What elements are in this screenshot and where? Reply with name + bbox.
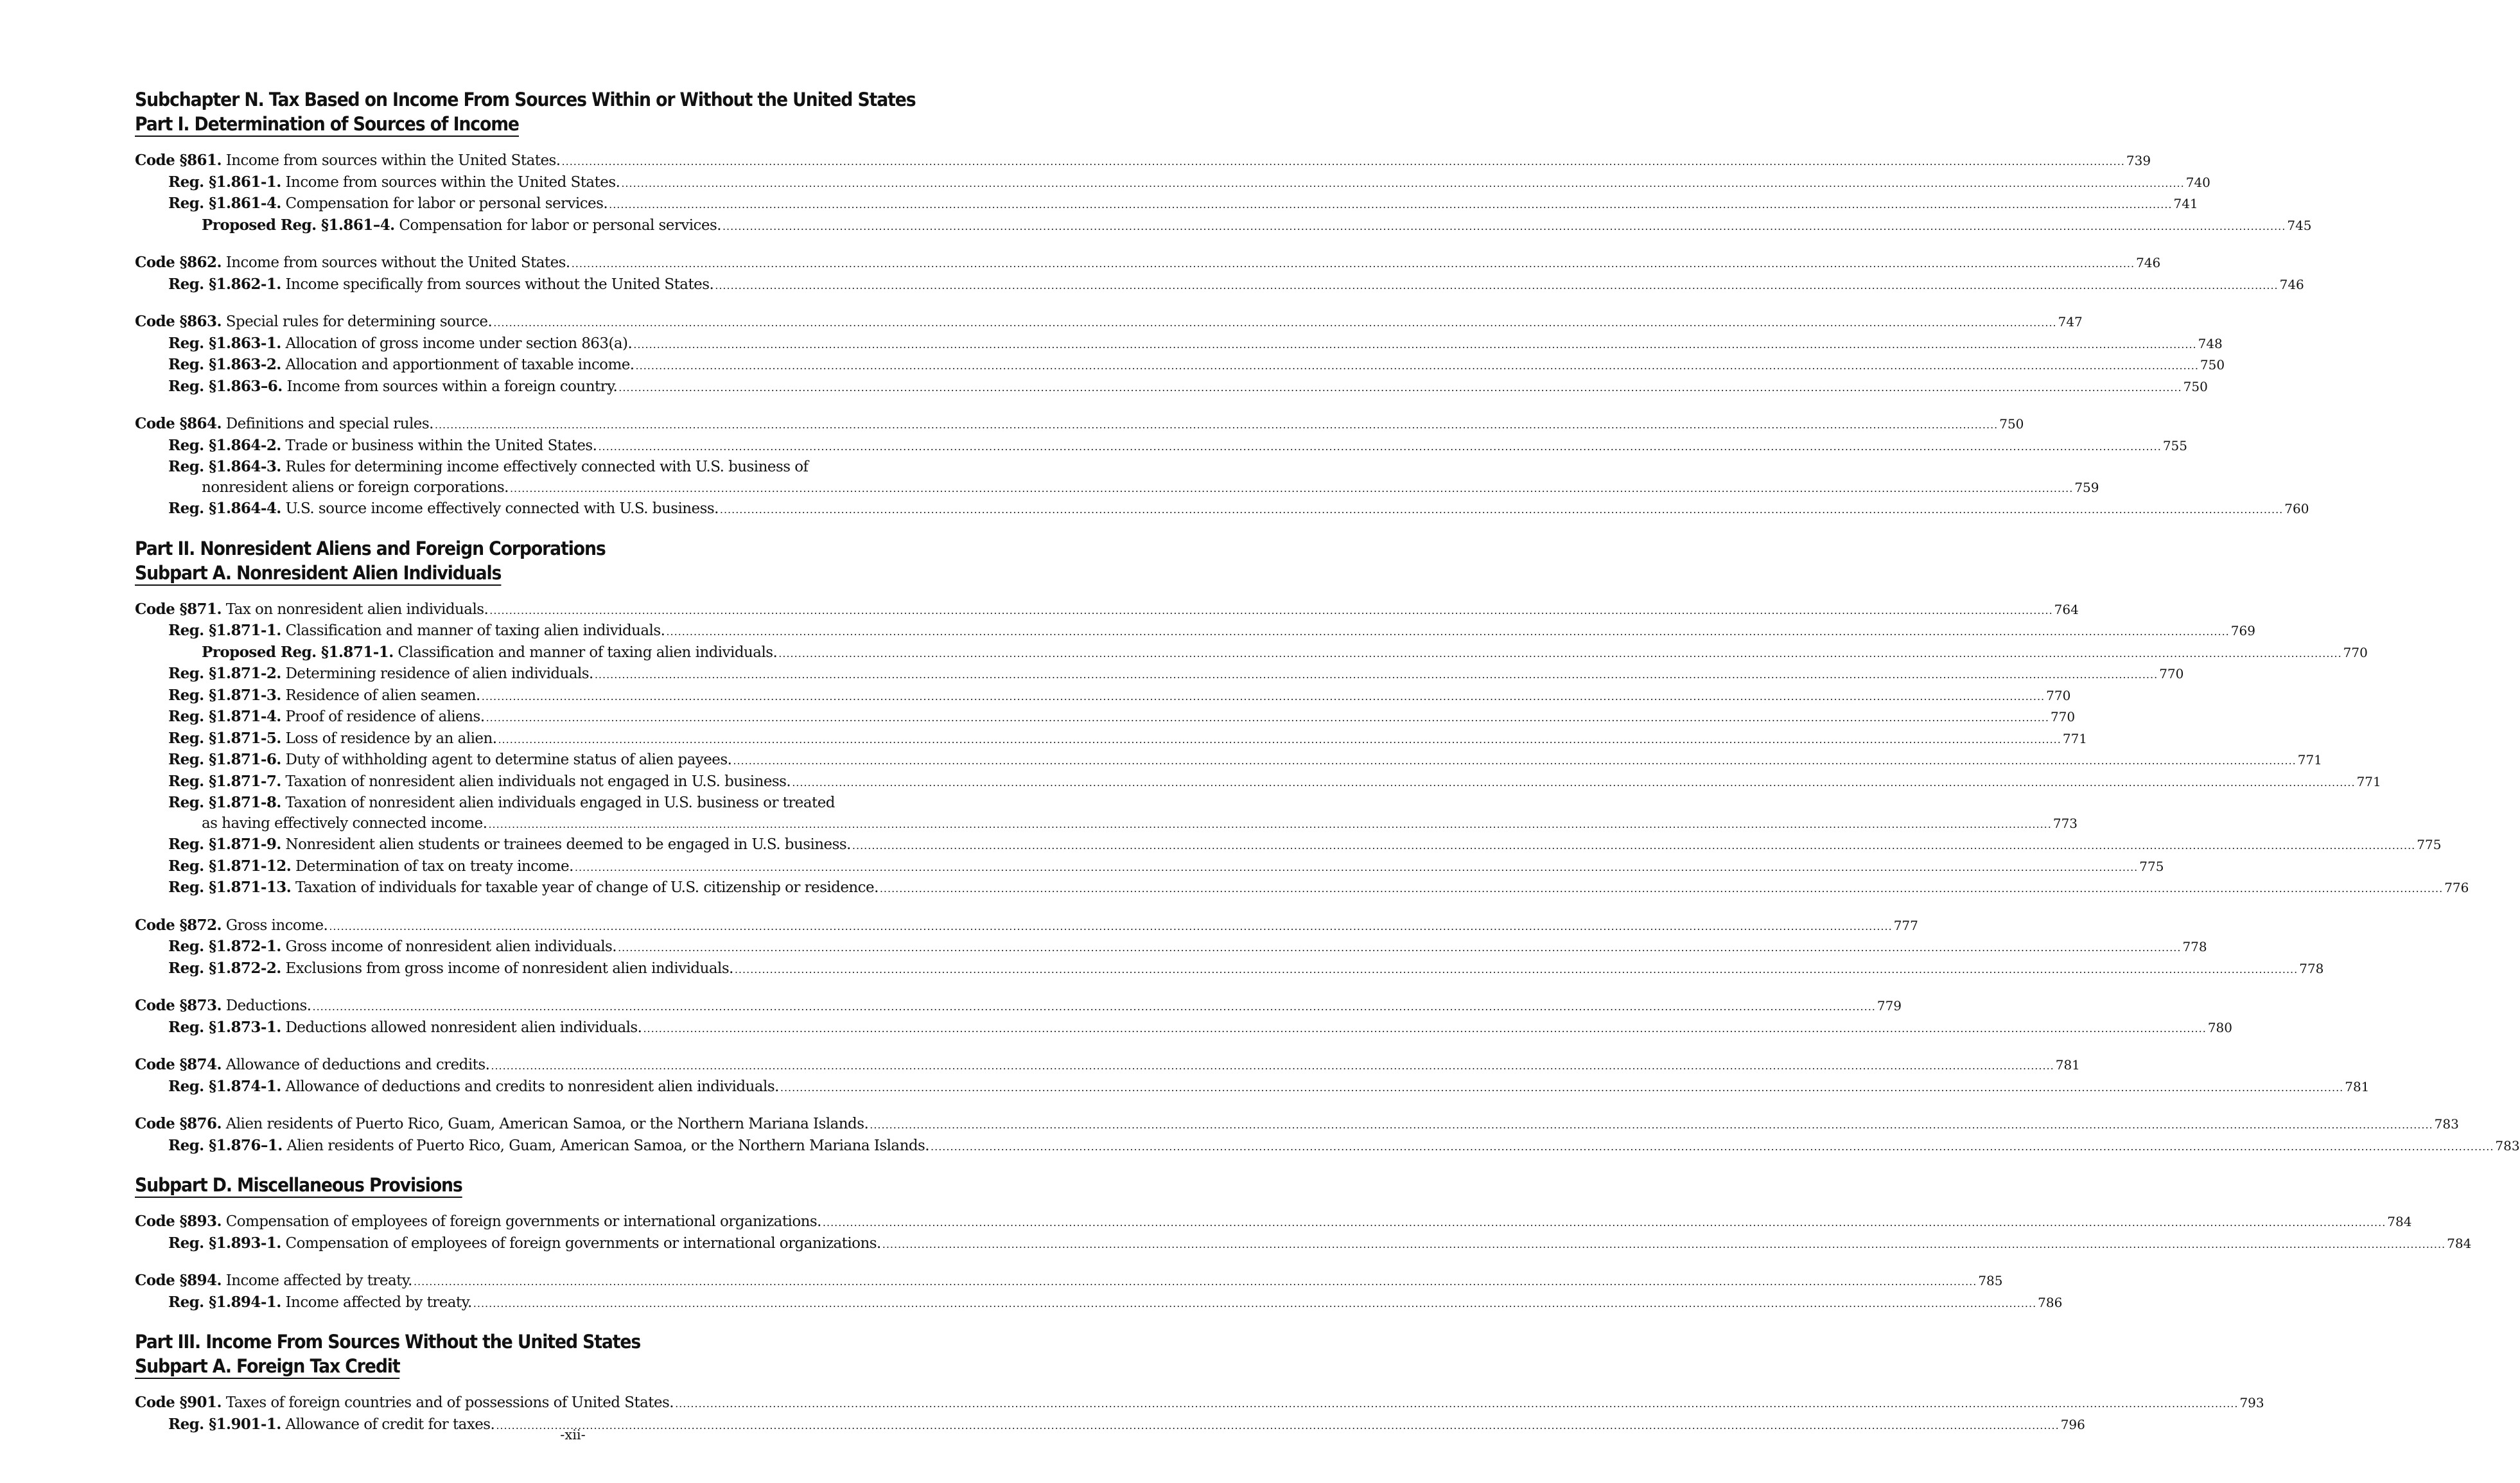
toc-entry (135, 1017, 2232, 1039)
entry-title: Taxation of nonresident alien individuals engaged in U.S. business or treated (285, 794, 835, 811)
entry-title: Allocation and apportionment of taxable income. (285, 356, 634, 373)
dot-leader: ................................................................................................................................................................................................................................................................................................................................................................................................................ (473, 1297, 2037, 1310)
page-ref: 770 (2159, 666, 2184, 681)
entry-text (168, 771, 791, 793)
page-ref: 755 (2162, 437, 2187, 453)
dot-leader: ................................................................................................................................................................................................................................................................................................................................................................................................................ (486, 712, 2049, 724)
entry-title: Allowance of deductions and credits to nonresident alien individuals. (285, 1078, 779, 1095)
entry-label: Reg. §1.871-1. (168, 622, 281, 639)
entry-label: Code §874. (135, 1056, 222, 1073)
section-heading (135, 1173, 928, 1197)
entry-text (135, 1114, 868, 1135)
entry-text (135, 915, 328, 936)
entry-label: Reg. §1.876–1. (168, 1136, 283, 1154)
entry-label: Reg. §1.871-13. (168, 879, 292, 896)
page-ref: 785 (1978, 1273, 2003, 1288)
section-heading-text: Subchapter N. Tax Based on Income From Sources Within or Without the United States (135, 89, 916, 110)
page-ref: 740 (2185, 174, 2210, 190)
heading-group (135, 87, 997, 136)
toc-entry (135, 599, 2079, 621)
dot-leader: ................................................................................................................................................................................................................................................................................................................................................................................................................ (609, 198, 2173, 211)
section-heading-text: Subpart D. Miscellaneous Provisions (135, 1174, 462, 1198)
entry-title: Alien residents of Puerto Rico, Guam, American Samoa, or the Northern Mariana Islands. (286, 1137, 930, 1154)
heading-group (135, 1173, 997, 1197)
dot-leader: ................................................................................................................................................................................................................................................................................................................................................................................................................ (733, 755, 2297, 767)
entry-title: Deductions allowed nonresident alien individuals. (285, 1019, 642, 1036)
entry-title: Alien residents of Puerto Rico, Guam, American Samoa, or the Northern Mariana Islands. (225, 1116, 869, 1132)
dot-leader: ................................................................................................................................................................................................................................................................................................................................................................................................................ (491, 1060, 2054, 1072)
dot-leader: ................................................................................................................................................................................................................................................................................................................................................................................................................ (493, 317, 2057, 329)
dot-leader: ................................................................................................................................................................................................................................................................................................................................................................................................................ (498, 733, 2061, 746)
toc-entry (135, 685, 2071, 707)
toc-entry-line (135, 793, 997, 814)
section-heading-text: Part III. Income From Sources Without the United States (135, 1331, 641, 1353)
entry-text (135, 252, 570, 274)
toc-section (135, 1211, 2472, 1254)
dot-leader: ................................................................................................................................................................................................................................................................................................................................................................................................................ (481, 690, 2045, 703)
dot-leader: ................................................................................................................................................................................................................................................................................................................................................................................................................ (574, 861, 2139, 873)
page-ref: 777 (1893, 917, 1918, 933)
page-ref: 784 (2387, 1214, 2412, 1229)
page-ref: 764 (2054, 601, 2079, 617)
entry-label: Code §872. (135, 916, 222, 934)
entry-text (168, 333, 632, 355)
entry-text (168, 1017, 642, 1039)
entry-label: Reg. §1.863–6. (168, 377, 283, 395)
toc-entry (135, 414, 2024, 435)
entry-title: Nonresident alien students or trainees deemed to be engaged in U.S. business. (285, 836, 851, 853)
dot-leader: ................................................................................................................................................................................................................................................................................................................................................................................................................ (931, 1140, 2494, 1153)
section-heading (135, 87, 928, 112)
entry-text (168, 706, 485, 728)
toc-section (135, 414, 2309, 520)
toc-section (135, 1114, 2520, 1157)
toc-entry (135, 150, 2151, 172)
entry-title: Income specifically from sources without the United States. (285, 276, 714, 293)
page-number: -xii- (560, 1427, 586, 1443)
dot-leader: ................................................................................................................................................................................................................................................................................................................................................................................................................ (643, 1022, 2207, 1035)
toc-entry (135, 620, 2255, 642)
entry-text (168, 1233, 881, 1254)
toc-entry (135, 1392, 2264, 1414)
entry-label: Reg. §1.872-2. (168, 959, 281, 977)
toc-entry (135, 1055, 2080, 1076)
dot-leader: ................................................................................................................................................................................................................................................................................................................................................................................................................ (312, 1001, 1876, 1013)
entry-text (135, 1055, 489, 1076)
entry-label: Code §894. (135, 1272, 222, 1289)
entry-label: Code §864. (135, 415, 222, 432)
table-of-contents (135, 87, 2520, 1452)
toc-section (135, 915, 2324, 980)
entry-text (135, 1211, 821, 1233)
entry-title: Compensation of employees of foreign governments or international organizations. (285, 1234, 881, 1252)
page-ref: 779 (1877, 998, 1902, 1014)
entry-label: Reg. §1.901-1. (168, 1415, 281, 1433)
entry-title: Definitions and special rules. (225, 416, 433, 432)
toc-entry (135, 958, 2324, 980)
toc-entry (135, 856, 2164, 878)
toc-entry (135, 771, 2381, 793)
toc-entry (135, 274, 2304, 296)
entry-label: Code §861. (135, 152, 222, 169)
entry-title: Trade or business within the United States. (285, 437, 597, 454)
entry-title: Deductions. (225, 997, 311, 1014)
dot-leader: ................................................................................................................................................................................................................................................................................................................................................................................................................ (882, 1238, 2446, 1250)
entry-label: Reg. §1.871-9. (168, 836, 281, 853)
toc-entry (135, 333, 2223, 355)
page-ref: 784 (2447, 1235, 2472, 1251)
section-heading-text: Part I. Determination of Sources of Income (135, 113, 519, 137)
entry-label: Reg. §1.864-3. (168, 458, 281, 475)
entry-label: Reg. §1.871-6. (168, 751, 281, 768)
dot-leader: ................................................................................................................................................................................................................................................................................................................................................................................................................ (852, 839, 2416, 852)
section-heading-text: Part II. Nonresident Aliens and Foreign Corporations (135, 537, 606, 559)
entry-title: Allocation of gross income under section 863(a). (285, 335, 633, 352)
entry-label: Reg. §1.864-2. (168, 436, 281, 454)
entry-title: Classification and manner of taxing alien individuals. (398, 644, 778, 661)
heading-group (135, 536, 997, 585)
entry-text (168, 193, 608, 215)
entry-text (168, 834, 851, 856)
entry-title: Income from sources within the United States. (285, 173, 620, 191)
section-heading (135, 536, 928, 561)
entry-text (168, 1076, 779, 1098)
entry-label: Reg. §1.894-1. (168, 1293, 281, 1311)
section-heading (135, 1329, 928, 1354)
page-ref: 778 (2299, 960, 2324, 976)
dot-leader: ................................................................................................................................................................................................................................................................................................................................................................................................................ (509, 482, 2074, 495)
toc-entry (135, 706, 2076, 728)
toc-entry (135, 1292, 2063, 1314)
entry-label: Reg. §1.861-1. (168, 173, 281, 191)
dot-leader: ................................................................................................................................................................................................................................................................................................................................................................................................................ (675, 1398, 2239, 1410)
entry-title: Classification and manner of taxing alien individuals. (285, 622, 665, 639)
entry-text (135, 1392, 674, 1414)
entry-label: Reg. §1.864-4. (168, 500, 281, 517)
toc-entry (135, 435, 2187, 457)
entry-label: Code §863. (135, 313, 222, 330)
toc-section (135, 1270, 2063, 1313)
toc-entry (135, 642, 2368, 664)
entry-title: Taxation of nonresident alien individuals not engaged in U.S. business. (285, 773, 791, 790)
entry-text (168, 1292, 472, 1313)
toc-section (135, 252, 2304, 295)
page-ref: 781 (2055, 1057, 2080, 1073)
toc-entry (135, 750, 2322, 771)
dot-leader: ................................................................................................................................................................................................................................................................................................................................................................................................................ (329, 920, 1893, 933)
entry-label: Reg. §1.873-1. (168, 1018, 281, 1036)
toc-entry (135, 1076, 2370, 1098)
dot-leader: ................................................................................................................................................................................................................................................................................................................................................................................................................ (715, 279, 2279, 292)
entry-title: Income from sources within the United States. (225, 152, 561, 169)
toc-section (135, 1055, 2370, 1098)
entry-label: Proposed Reg. §1.871-1. (202, 643, 394, 661)
toc-section (135, 150, 2312, 236)
dot-leader: ................................................................................................................................................................................................................................................................................................................................................................................................................ (780, 1081, 2344, 1094)
entry-label: Code §862. (135, 254, 222, 271)
entry-label: Reg. §1.871-4. (168, 708, 281, 725)
entry-title: Allowance of credit for taxes. (285, 1416, 495, 1433)
entry-text (135, 1270, 412, 1292)
page-ref: 796 (2060, 1416, 2085, 1432)
page-ref: 778 (2182, 939, 2207, 954)
entry-label: Reg. §1.871-8. (168, 794, 281, 811)
entry-title: Proof of residence of aliens. (285, 708, 485, 725)
dot-leader: ................................................................................................................................................................................................................................................................................................................................................................................................................ (598, 440, 2162, 453)
toc-entry (135, 728, 2088, 750)
page-ref: 747 (2058, 314, 2083, 329)
entry-text (168, 663, 593, 685)
toc-entry (135, 834, 2442, 856)
entry-label: Reg. §1.871-7. (168, 772, 281, 790)
section-heading-text: Subpart A. Nonresident Alien Individuals (135, 562, 501, 586)
entry-title: Duty of withholding agent to determine status of alien payees. (285, 751, 732, 768)
page-ref: 775 (2139, 858, 2164, 874)
page-ref: 750 (2200, 357, 2225, 373)
toc-entry (135, 1136, 2520, 1157)
entry-label: Reg. §1.893-1. (168, 1234, 281, 1252)
entry-label: Reg. §1.871-2. (168, 665, 281, 682)
toc-entry-continuation (135, 814, 2078, 835)
toc-entry (135, 252, 2161, 274)
entry-title: Income affected by treaty. (285, 1294, 472, 1311)
toc-entry (135, 1270, 2003, 1292)
entry-text (135, 150, 561, 171)
entry-title: U.S. source income effectively connected with U.S. business. (285, 500, 719, 517)
page-ref: 775 (2417, 837, 2442, 852)
entry-title: Taxes of foreign countries and of possessions of United States. (225, 1394, 674, 1411)
entry-text (135, 312, 492, 333)
dot-leader: ................................................................................................................................................................................................................................................................................................................................................................................................................ (561, 155, 2125, 168)
entry-label: Reg. §1.871-12. (168, 857, 292, 875)
entry-title: Compensation for labor or personal services. (399, 216, 721, 234)
page-ref: 750 (2183, 378, 2208, 394)
entry-title: Gross income. (225, 917, 328, 934)
toc-entry (135, 376, 2208, 398)
entry-label: Reg. §1.871-5. (168, 729, 281, 747)
dot-leader: ................................................................................................................................................................................................................................................................................................................................................................................................................ (722, 220, 2286, 233)
page-ref: 759 (2074, 479, 2099, 495)
entry-title: Special rules for determining source. (225, 313, 493, 330)
toc-entry-continuation (135, 478, 2099, 499)
entry-title: Rules for determining income effectively connected with U.S. business of (285, 459, 809, 475)
toc-entry (135, 498, 2309, 520)
toc-entry (135, 877, 2469, 899)
toc-section (135, 312, 2225, 398)
entry-title-continued: as having effectively connected income. (202, 814, 487, 832)
entry-title: Residence of alien seamen. (285, 687, 480, 704)
toc-entry (135, 172, 2210, 194)
page-ref: 739 (2126, 153, 2151, 168)
entry-label: Proposed Reg. §1.861–4. (202, 216, 395, 234)
dot-leader: ................................................................................................................................................................................................................................................................................................................................................................................................................ (618, 942, 2182, 954)
entry-title: Tax on nonresident alien individuals. (225, 601, 489, 618)
page-ref: 771 (2062, 730, 2088, 746)
entry-text (168, 172, 620, 193)
toc-entry (135, 1211, 2412, 1233)
entry-text (168, 958, 733, 979)
entry-text (168, 274, 713, 295)
toc-entry (135, 215, 2312, 237)
entry-title: Exclusions from gross income of nonresident alien individuals. (285, 960, 733, 977)
page-ref: 746 (2136, 255, 2161, 270)
entry-text (168, 877, 879, 899)
page-ref: 773 (2052, 815, 2078, 831)
toc-entry-line (135, 457, 997, 478)
entry-label: Reg. §1.874-1. (168, 1077, 281, 1095)
dot-leader: ................................................................................................................................................................................................................................................................................................................................................................................................................ (666, 626, 2230, 638)
dot-leader: ................................................................................................................................................................................................................................................................................................................................................................................................................ (594, 669, 2158, 681)
toc-entry (135, 312, 2083, 333)
section-heading (135, 112, 928, 136)
entry-label: Code §873. (135, 997, 222, 1014)
dot-leader: ................................................................................................................................................................................................................................................................................................................................................................................................................ (618, 381, 2182, 394)
dot-leader: ................................................................................................................................................................................................................................................................................................................................................................................................................ (496, 1419, 2060, 1432)
dot-leader: ................................................................................................................................................................................................................................................................................................................................................................................................................ (719, 504, 2284, 516)
page-ref: 771 (2297, 752, 2322, 768)
entry-text (168, 376, 617, 398)
section-heading (135, 561, 928, 585)
entry-text (168, 856, 573, 877)
page-ref: 786 (2038, 1294, 2063, 1310)
entry-label: Reg. §1.862-1. (168, 275, 281, 293)
page-ref: 771 (2356, 773, 2381, 789)
entry-text (168, 936, 617, 958)
toc-entry (135, 936, 2207, 958)
entry-label: Code §901. (135, 1394, 222, 1411)
toc-entry (135, 193, 2198, 215)
page-ref: 750 (1999, 416, 2024, 432)
entry-text (168, 355, 634, 376)
dot-leader: ................................................................................................................................................................................................................................................................................................................................................................................................................ (489, 604, 2053, 617)
dot-leader: ................................................................................................................................................................................................................................................................................................................................................................................................................ (571, 258, 2135, 270)
toc-entry (135, 355, 2225, 376)
dot-leader: ................................................................................................................................................................................................................................................................................................................................................................................................................ (792, 776, 2356, 789)
entry-title: Income from sources without the United States. (225, 254, 570, 271)
page-ref: 745 (2287, 217, 2312, 233)
entry-text (168, 498, 719, 520)
entry-label: Code §871. (135, 600, 222, 618)
entry-label: Reg. §1.863-2. (168, 356, 281, 373)
entry-text (168, 435, 597, 457)
toc-entry (135, 915, 1918, 937)
page-ref: 741 (2173, 196, 2198, 211)
page-ref: 770 (2046, 687, 2071, 703)
entry-text (135, 414, 433, 435)
entry-text (168, 685, 480, 706)
entry-text (168, 728, 496, 750)
entry-label: Reg. §1.861-4. (168, 195, 281, 212)
entry-text (168, 750, 731, 771)
entry-title: Compensation for labor or personal services. (285, 195, 608, 212)
page-ref: 760 (2284, 501, 2309, 516)
page-ref: 748 (2198, 335, 2223, 351)
page-ref: 783 (2495, 1137, 2520, 1154)
dot-leader: ................................................................................................................................................................................................................................................................................................................................................................................................................ (434, 419, 1999, 431)
entry-title: Determining residence of alien individuals. (285, 665, 593, 682)
dot-leader: ................................................................................................................................................................................................................................................................................................................................................................................................................ (879, 882, 2444, 895)
entry-label: Reg. §1.871-3. (168, 686, 281, 704)
dot-leader: ................................................................................................................................................................................................................................................................................................................................................................................................................ (870, 1119, 2433, 1131)
entry-text (135, 996, 311, 1017)
page-ref: 781 (2345, 1078, 2370, 1094)
heading-group (135, 1329, 997, 1378)
entry-text (168, 1136, 929, 1157)
dot-leader: ................................................................................................................................................................................................................................................................................................................................................................................................................ (734, 963, 2298, 976)
entry-text (168, 620, 665, 642)
page-ref: 793 (2239, 1395, 2264, 1410)
page-ref: 780 (2207, 1019, 2232, 1035)
toc-entry (135, 1233, 2472, 1255)
page-ref: 770 (2343, 644, 2368, 660)
entry-title: Loss of residence by an alien. (285, 730, 497, 747)
page-ref: 769 (2230, 623, 2255, 638)
entry-text (202, 642, 777, 663)
entry-title-continued: nonresident aliens or foreign corporations. (202, 478, 509, 496)
entry-title: Taxation of individuals for taxable year of change of U.S. citizenship or residence. (295, 879, 879, 896)
dot-leader: ................................................................................................................................................................................................................................................................................................................................................................................................................ (413, 1276, 1977, 1288)
entry-label: Code §876. (135, 1115, 222, 1132)
entry-text (202, 215, 721, 236)
toc-entry (135, 663, 2184, 685)
dot-leader: ................................................................................................................................................................................................................................................................................................................................................................................................................ (635, 360, 2199, 372)
page-ref: 770 (2050, 709, 2076, 724)
entry-text (135, 599, 488, 620)
section-heading (135, 1354, 928, 1378)
page-ref: 783 (2434, 1116, 2459, 1132)
dot-leader: ................................................................................................................................................................................................................................................................................................................................................................................................................ (488, 818, 2052, 830)
toc-entry (135, 1114, 2459, 1136)
toc-section (135, 599, 2469, 899)
entry-label: Code §893. (135, 1213, 222, 1230)
entry-label: Reg. §1.863-1. (168, 334, 281, 352)
entry-label: Reg. §1.872-1. (168, 938, 281, 955)
entry-title: Gross income of nonresident alien individuals. (285, 938, 617, 955)
section-heading-text: Subpart A. Foreign Tax Credit (135, 1355, 400, 1379)
dot-leader: ................................................................................................................................................................................................................................................................................................................................................................................................................ (621, 177, 2185, 189)
dot-leader: ................................................................................................................................................................................................................................................................................................................................................................................................................ (822, 1216, 2386, 1229)
toc-entry (135, 996, 1902, 1017)
page-ref: 776 (2444, 880, 2469, 895)
entry-title: Income affected by treaty. (225, 1272, 412, 1289)
entry-title: Determination of tax on treaty income. (295, 857, 573, 875)
dot-leader: ................................................................................................................................................................................................................................................................................................................................................................................................................ (778, 647, 2342, 660)
page-ref: 746 (2279, 276, 2304, 292)
dot-leader: ................................................................................................................................................................................................................................................................................................................................................................................................................ (633, 338, 2197, 351)
toc-section (135, 996, 2232, 1039)
entry-title: Allowance of deductions and credits. (225, 1057, 490, 1073)
entry-title: Income from sources within a foreign country. (286, 378, 618, 395)
entry-title: Compensation of employees of foreign governments or international organizations. (225, 1213, 821, 1230)
